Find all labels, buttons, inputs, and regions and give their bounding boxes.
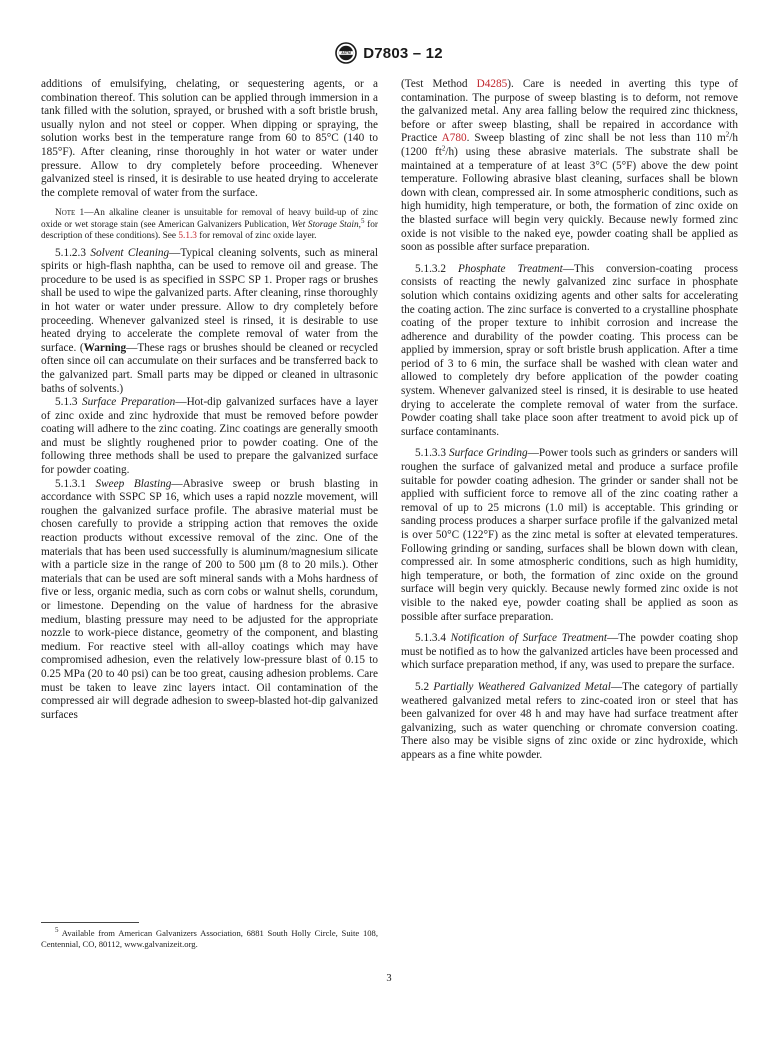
section-5-2: 5.2 Partially Weathered Galvanized Metal—The category of partially weathered galvanized metal refers to zinc-coated iron or steel that has been galvanized for over 48 h and may have had surface treatment after galvanizing, such as water quenching or chromate conversion coating. There also may be visible signs of zinc oxide or zinc hydroxide, which appears as a fine white powder. (401, 680, 738, 761)
astm-logo-icon (335, 42, 357, 64)
paragraph-continued-right: (Test Method D4285). Care is needed in averting this type of contamination. The purpose of sweep blasting is to deform, not remove the galvanized metal. Any area falling below the required zinc thickness, before or after sweep blasting, shall be repaired in accordance with Practice A780. Sweep blasting of zinc shall be not less than 110 $m^2/h$ (1200 $ft^2/h$) using these abrasive materials. The substrate shall be maintained at a temperature of at least 3°C (5°F) above the dew point temperature. Following abrasive blast cleaning, surfaces shall be blown down with clean, compressed air. In some atmospheric conditions, such as high humidity, high temperature, or both, the formation of zinc oxide on the blasted surface will begin very quickly. Because newly formed zinc oxide is not visible to the naked eye, powder coating shall be applied as soon as possible after surface preparation. (401, 78, 739, 254)
section-5-1-3-2: 5.1.3.2 Phosphate Treatment—This conversion-coating process consists of reacting the newly galvanized zinc surface in phosphate solution which contains oxidizing agents and other salts for accelerating the coating action. The zinc surface is converted to a crystalline phosphate coating of the proper texture to inhibit corrosion and increase the adherence and durability of the powder coating. This process can be applied by immersion, spray or soft bristle brush application. After a time period of 3 to 6 min, the surface shall be washed with clean water and allowed to completely dry before application of the powder coating system. Whenever galvanized steel is rinsed, it is desirable to use heated drying to accelerate the complete removal of water from the surface. Powder coating shall take place soon after treatment to avoid pick up of surface contaminants. (401, 262, 739, 438)
link-5-1-3[interactable]: 5.1.3 (178, 231, 197, 242)
page-header (0, 40, 778, 66)
section-5-1-3-3: 5.1.3.3 Surface Grinding—Power tools such as grinders or sanders will roughen the surface of galvanized metal and produce a surface profile suitable for powder coating adhesion. The grinder or sander shall not be applied with sufficient force to remove all of the zinc coating rather a removal of up to 25 microns (1.0 mil) is acceptable. This grinding or sanding process produces a sharper surface profile if the galvanized metal is over 50°C (122°F) as the zinc metal is softer at elevated temperatures. Following grinding or sanding, surfaces shall be blown down with clean, compressed air. In some atmospheric conditions, such as high humidity, high temperature, or both, the formation of zinc oxide on the ground surface will begin very quickly. Because newly formed zinc oxide is not visible to the naked eye, powder coating shall be applied as soon as possible after surface preparation. (401, 447, 738, 623)
link-d4285[interactable]: D4285 (476, 78, 508, 90)
link-a780[interactable]: A780 (441, 132, 467, 145)
right-column (401, 78, 738, 763)
section-5-1-3-4: 5.1.3.4 Notification of Surface Treatment—The powder coating shop must be notified as to how the galvanized articles have been processed and which surface preparation method, if any, was used to prepare the surface. (401, 632, 738, 672)
section-5-1-2-3: 5.1.2.3 Solvent Cleaning—Typical cleaning solvents, such as mineral spirits or high-flash naphtha, can be used to remove oil and grease. The procedure to be used is as specified in SSPC SP 1. Proper rags or brushes shall be used to wipe the galvanized parts. After cleaning, rinse thoroughly in hot water or water under pressure. Allow to dry completely before proceeding. Whenever galvanized steel is rinsed, it is desirable to use heated drying to accelerate the complete removal of water from the surface. (Warning—These rags or brushes should be cleaned or recycled often since oil can accumulate on their surfaces and be transferred back to the galvanized part. Small parts may be dipped or cleaned in ultrasonic baths of solvents.) (41, 246, 378, 395)
page-number: 3 (386, 973, 392, 984)
section-5-1-3-1: 5.1.3.1 Sweep Blasting—Abrasive sweep or brush blasting in accordance with SSPC SP 16, which uses a rapid nozzle movement, will roughen the galvanized surface profile. The abrasive material must be chosen carefully to provide a stripping action that removes the oxide reaction products without excessive removal of the zinc. One of the materials that has been used successfully is aluminum/magnesium silicate with a particle size in the range of 200 to 500 µm (8 to 20 mils.). Other materials that can be used are soft mineral sands with a Mohs hardness of five or less, organic media, such as corn cobs or walnut shells, corundum, or limestone. Depending on the value of hardness for the abrasive medium, blasting pressure may need to be adjusted for the appropriate nozzle to work-piece distance, geometry of the component, and blasting medium. For reactive steel with all-alloy coatings which may have compromised adhesion, even the relatively low-pressure blast of 0.15 to 0.25 MPa (20 to 40 psi) can be too great, causing adhesion problems. Care must be taken to leave zinc layers intact. Oil contamination of the compressed air will degrade adhesion to sweep-blasted hot-dip galvanized surfaces (41, 477, 378, 721)
note-1: Note 1—An alkaline cleaner is unsuitable for removal of heavy build-up of zinc oxide or wet storage stain (see American Galvanizers Publication, Wet Storage Stain,$^5$ for description of these conditions). See 5.1.3 for removal of zinc oxide layer. (41, 208, 379, 242)
paragraph-continued: additions of emulsifying, chelating, or sequestering agents, or a combination thereof. This solution can be applied through immersion in a tank filled with the solution, sprayed, or brushed with a soft bristle brush, usually nylon and not steel or copper. When dipping or spraying, the solution works best in the temperature range from 60 to 85°C (140 to 185°F). After cleaning, rinse thoroughly in hot water or water under pressure. Allow to dry completely before proceeding. Whenever galvanized steel is rinsed, it is desirable to use heated drying to accelerate the complete removal of water from the surface. (41, 78, 378, 199)
svg-text:ASTM: ASTM (341, 51, 352, 56)
footnote-5: $^5$ Available from American Galvanizers Association, 6881 South Holly Circle, Suite 108, Centennial, CO, 80112, www.galvanizeit.org. (41, 926, 378, 949)
left-column (41, 78, 378, 722)
footnote-divider (41, 922, 139, 923)
section-5-1-3: 5.1.3 Surface Preparation—Hot-dip galvanized surfaces have a layer of zinc oxide and zinc hydroxide that must be removed before powder coating will adhere to the zinc coating. Zinc coatings are generally smooth and must be slightly roughened prior to powder coating. One of the following three methods shall be used to prepare the galvanized surface for powder coating. (41, 396, 378, 477)
standard-designation: D7803 – 12 (363, 44, 443, 62)
